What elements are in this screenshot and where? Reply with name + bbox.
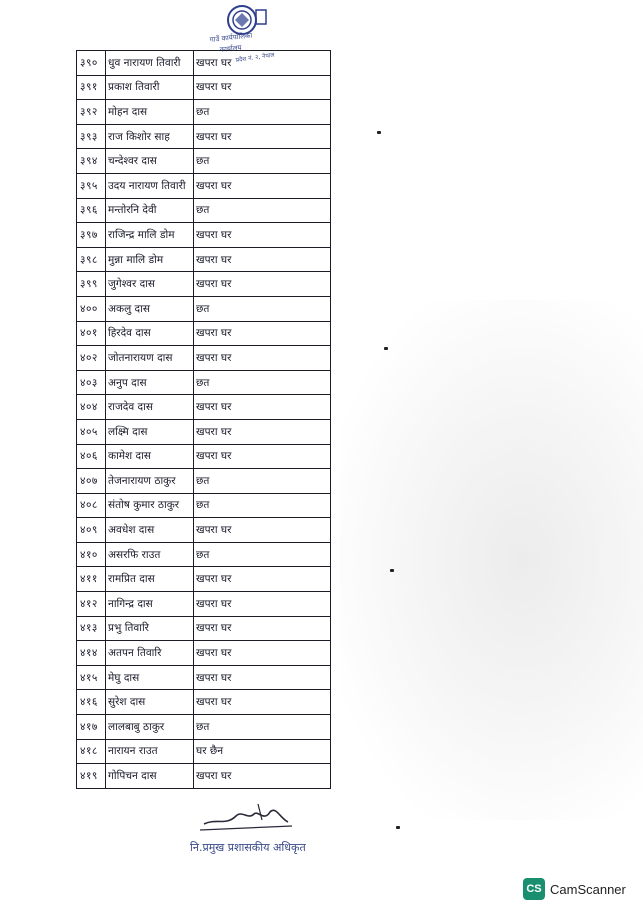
table-row	[77, 419, 331, 444]
table-row	[77, 395, 331, 420]
table-row	[77, 124, 331, 149]
row-house-type: खपरा घर	[194, 444, 331, 469]
row-number: ४११	[77, 567, 106, 592]
table-row	[77, 493, 331, 518]
scan-speck	[384, 347, 388, 350]
table-row	[77, 296, 331, 321]
scan-shadow	[340, 300, 643, 820]
row-owner-name: तेजनारायण ठाकुर	[106, 469, 194, 494]
row-house-type: खपरा घर	[194, 764, 331, 789]
row-house-type: खपरा घर	[194, 51, 331, 76]
table-row	[77, 665, 331, 690]
row-number: ३९२	[77, 100, 106, 125]
signatory-title: नि.प्रमुख प्रशासकीय अधिकृत	[190, 841, 306, 854]
row-owner-name: संतोष कुमार ठाकुर	[106, 493, 194, 518]
row-number: ४०७	[77, 469, 106, 494]
row-house-type: खपरा घर	[194, 124, 331, 149]
row-owner-name: जुगेश्वर दास	[106, 272, 194, 297]
signature-scribble	[196, 800, 296, 836]
seal-line-1: गाउँ कार्यपालिका	[209, 31, 253, 44]
row-owner-name: मेघु दास	[106, 665, 194, 690]
table-row	[77, 616, 331, 641]
seal-line-2: कार्यालय	[219, 43, 242, 54]
table-row	[77, 51, 331, 76]
row-owner-name: राजदेव दास	[106, 395, 194, 420]
row-house-type: खपरा घर	[194, 346, 331, 371]
row-house-type: खपरा घर	[194, 690, 331, 715]
row-owner-name: राज किशोर साह	[106, 124, 194, 149]
row-house-type: खपरा घर	[194, 419, 331, 444]
row-number: ४०९	[77, 518, 106, 543]
row-owner-name: राजिन्द्र मालि डोम	[106, 223, 194, 248]
row-owner-name: अकलु दास	[106, 296, 194, 321]
table-row	[77, 247, 331, 272]
table-row	[77, 223, 331, 248]
row-owner-name: जोतनारायण दास	[106, 346, 194, 371]
row-owner-name: मोहन दास	[106, 100, 194, 125]
row-owner-name: अतपन तिवारि	[106, 641, 194, 666]
table-row	[77, 100, 331, 125]
table-row	[77, 198, 331, 223]
row-number: ४१७	[77, 715, 106, 740]
table-row	[77, 370, 331, 395]
table-row	[77, 272, 331, 297]
row-number: ३९०	[77, 51, 106, 76]
table-row	[77, 764, 331, 789]
row-house-type: खपरा घर	[194, 395, 331, 420]
row-house-type: घर छैन	[194, 739, 331, 764]
table-row	[77, 346, 331, 371]
row-owner-name: अनुप दास	[106, 370, 194, 395]
row-house-type: खपरा घर	[194, 518, 331, 543]
row-number: ४०२	[77, 346, 106, 371]
row-number: ४१०	[77, 542, 106, 567]
row-owner-name: सुरेश दास	[106, 690, 194, 715]
row-number: ३९१	[77, 75, 106, 100]
table-row	[77, 739, 331, 764]
table-row	[77, 321, 331, 346]
table-row	[77, 567, 331, 592]
row-owner-name: हिरदेव दास	[106, 321, 194, 346]
row-owner-name: लालबाबु ठाकुर	[106, 715, 194, 740]
scan-speck	[390, 569, 394, 572]
household-house-type-table	[76, 50, 331, 789]
table-row	[77, 173, 331, 198]
row-house-type: छत	[194, 542, 331, 567]
row-house-type: खपरा घर	[194, 567, 331, 592]
row-house-type: खपरा घर	[194, 665, 331, 690]
row-owner-name: चन्देश्वर दास	[106, 149, 194, 174]
row-number: ३९६	[77, 198, 106, 223]
table-row	[77, 690, 331, 715]
row-number: ३९४	[77, 149, 106, 174]
row-number: ४०६	[77, 444, 106, 469]
row-number: ४०३	[77, 370, 106, 395]
row-house-type: खपरा घर	[194, 223, 331, 248]
row-number: ३९७	[77, 223, 106, 248]
row-house-type: छत	[194, 296, 331, 321]
table-row	[77, 444, 331, 469]
table-row	[77, 469, 331, 494]
row-owner-name: असरफि राउत	[106, 542, 194, 567]
table-row	[77, 149, 331, 174]
row-number: ४१६	[77, 690, 106, 715]
row-owner-name: अवधेश दास	[106, 518, 194, 543]
table-row	[77, 518, 331, 543]
row-number: ४०८	[77, 493, 106, 518]
row-house-type: छत	[194, 469, 331, 494]
row-owner-name: रामप्रित दास	[106, 567, 194, 592]
row-owner-name: धुव नारायण तिवारी	[106, 51, 194, 76]
row-number: ४१३	[77, 616, 106, 641]
camscanner-label: CamScanner	[550, 881, 626, 897]
table-row	[77, 715, 331, 740]
table-row	[77, 592, 331, 617]
row-house-type: छत	[194, 370, 331, 395]
camscanner-watermark	[523, 877, 626, 901]
scan-speck	[377, 131, 381, 134]
row-owner-name: मन्तोरनि देवी	[106, 198, 194, 223]
row-number: ३९३	[77, 124, 106, 149]
row-owner-name: गोपिचन दास	[106, 764, 194, 789]
row-house-type: छत	[194, 100, 331, 125]
table-row	[77, 75, 331, 100]
row-house-type: छत	[194, 715, 331, 740]
row-owner-name: प्रकाश तिवारी	[106, 75, 194, 100]
row-number: ३९५	[77, 173, 106, 198]
row-house-type: खपरा घर	[194, 173, 331, 198]
row-owner-name: प्रभु तिवारि	[106, 616, 194, 641]
row-number: ४१४	[77, 641, 106, 666]
seal-line-3: प्रदेश नं. २, नेपाल	[235, 51, 275, 64]
row-owner-name: उदय नारायण तिवारी	[106, 173, 194, 198]
table-row	[77, 542, 331, 567]
row-owner-name: नारायन राउत	[106, 739, 194, 764]
row-number: ४१८	[77, 739, 106, 764]
row-number: ४०१	[77, 321, 106, 346]
row-house-type: छत	[194, 149, 331, 174]
row-number: ४१५	[77, 665, 106, 690]
row-number: ४००	[77, 296, 106, 321]
row-owner-name: मुन्ना मालि डोम	[106, 247, 194, 272]
row-number: ४०५	[77, 419, 106, 444]
row-house-type: खपरा घर	[194, 616, 331, 641]
table-row	[77, 641, 331, 666]
row-house-type: छत	[194, 493, 331, 518]
row-number: ३९८	[77, 247, 106, 272]
camscanner-logo-icon: CS	[523, 878, 545, 900]
row-owner-name: कामेश दास	[106, 444, 194, 469]
scan-speck	[396, 826, 400, 829]
row-house-type: खपरा घर	[194, 272, 331, 297]
row-owner-name: लक्ष्मि दास	[106, 419, 194, 444]
row-house-type: छत	[194, 198, 331, 223]
row-house-type: खपरा घर	[194, 641, 331, 666]
row-house-type: खपरा घर	[194, 75, 331, 100]
row-number: ४१२	[77, 592, 106, 617]
row-number: ४१९	[77, 764, 106, 789]
table-body	[77, 51, 331, 789]
row-house-type: खपरा घर	[194, 247, 331, 272]
row-number: ३९९	[77, 272, 106, 297]
row-house-type: खपरा घर	[194, 321, 331, 346]
row-owner-name: नागिन्द्र दास	[106, 592, 194, 617]
row-house-type: खपरा घर	[194, 592, 331, 617]
row-number: ४०४	[77, 395, 106, 420]
